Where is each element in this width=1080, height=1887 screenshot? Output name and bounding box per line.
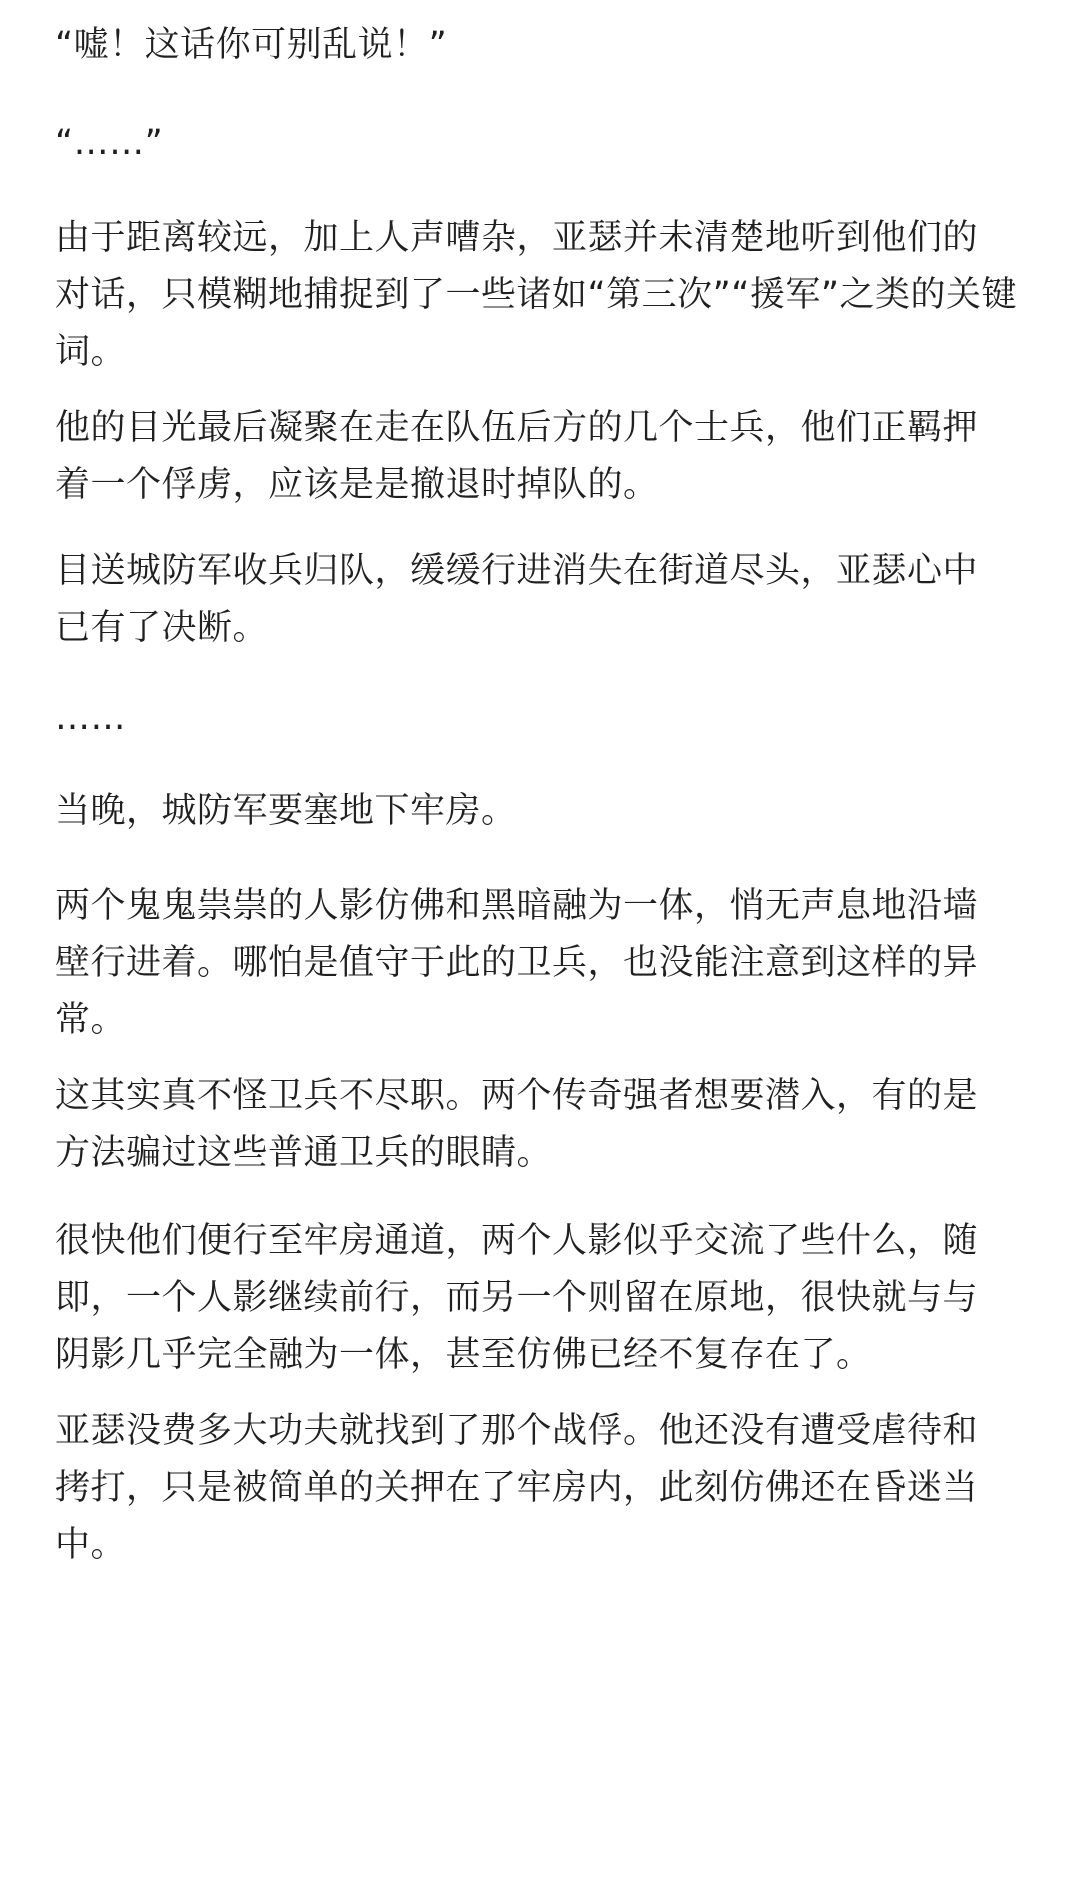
text-line: 很快他们便行至牢房通道，两个人影似乎交流了些什么，随	[55, 1221, 979, 1261]
text-line: 当晚，城防军要塞地下牢房。	[55, 791, 517, 831]
text-line: 已有了决断。	[55, 608, 269, 648]
text-line: 这其实真不怪卫兵不尽职。两个传奇强者想要潜入，有的是	[55, 1076, 979, 1116]
text-line: 目送城防军收兵归队，缓缓行进消失在街道尽头，亚瑟心中	[55, 551, 979, 591]
text-line: 即，一个人影继续前行，而另一个则留在原地，很快就与与	[55, 1278, 979, 1318]
paragraph	[55, 1403, 978, 1574]
text-line: 对话，只模糊地捕捉到了一些诸如“第三次”“援军”之类的关键	[55, 275, 1018, 315]
text-line: 拷打，只是被简单的关押在了牢房内，此刻仿佛还在昏迷当	[55, 1468, 979, 1508]
text-line: 由于距离较远，加上人声嘈杂，亚瑟并未清楚地听到他们的	[55, 218, 979, 258]
paragraph	[55, 210, 1017, 381]
paragraph	[55, 783, 517, 840]
text-line: ……	[55, 698, 126, 738]
text-line: 方法骗过这些普通卫兵的眼睛。	[55, 1133, 553, 1173]
text-line: 词。	[55, 332, 127, 372]
text-line: 他的目光最后凝聚在走在队伍后方的几个士兵，他们正羁押	[55, 408, 979, 448]
paragraph	[55, 400, 978, 514]
text-line: 亚瑟没费多大功夫就找到了那个战俘。他还没有遭受虐待和	[55, 1411, 979, 1451]
text-line: 着一个俘虏，应该是是撤退时掉队的。	[55, 465, 659, 505]
paragraph	[55, 1068, 978, 1182]
paragraph	[55, 115, 163, 172]
text-line: “……”	[55, 123, 164, 163]
paragraph	[55, 1213, 978, 1384]
text-line: 阴影几乎完全融为一体，甚至仿佛已经不复存在了。	[55, 1335, 872, 1375]
text-line: 中。	[55, 1525, 127, 1565]
text-line: 两个鬼鬼祟祟的人影仿佛和黑暗融为一体，悄无声息地沿墙	[55, 886, 979, 926]
paragraph	[55, 878, 978, 1049]
text-line: “嘘！这话你可别乱说！”	[55, 25, 448, 65]
text-line: 壁行进着。哪怕是值守于此的卫兵，也没能注意到这样的异	[55, 943, 979, 983]
paragraph	[55, 17, 447, 74]
paragraph	[55, 543, 978, 657]
text-line: 常。	[55, 1000, 127, 1040]
paragraph	[55, 690, 126, 747]
